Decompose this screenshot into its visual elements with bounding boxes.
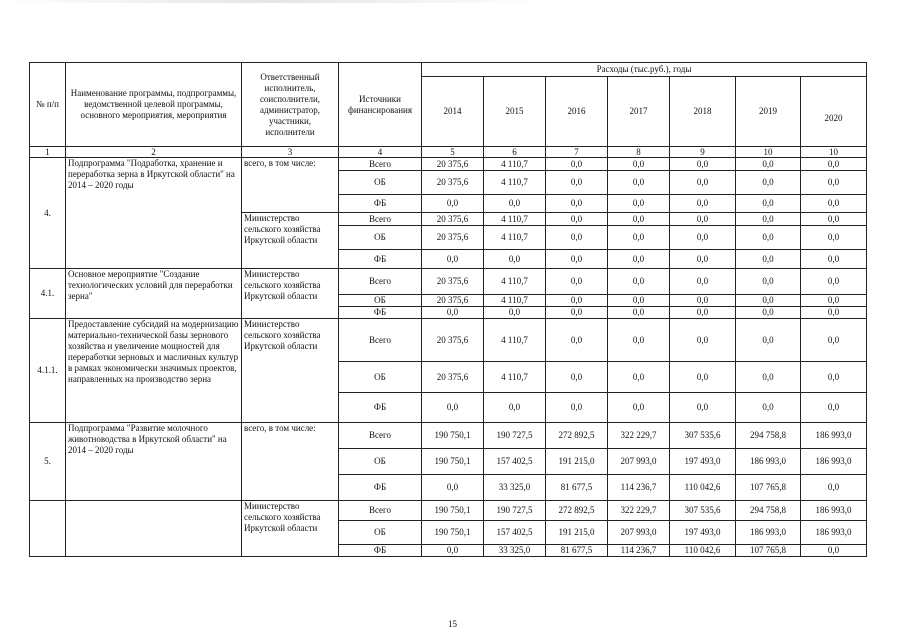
value-cell: 0,0: [608, 250, 670, 269]
value-cell: 186 993,0: [801, 423, 867, 449]
value-cell: 20 375,6: [422, 295, 484, 307]
column-number: 10: [736, 147, 801, 158]
value-cell: 0,0: [801, 295, 867, 307]
column-number: 2: [66, 147, 242, 158]
value-cell: 0,0: [608, 226, 670, 250]
column-number: 4: [339, 147, 422, 158]
value-cell: 0,0: [670, 195, 736, 213]
header-year: 2016: [546, 77, 608, 147]
value-cell: 0,0: [801, 362, 867, 393]
value-cell: 0,0: [670, 307, 736, 319]
value-cell: 0,0: [608, 319, 670, 362]
row-responsible: Министерство сельского хозяйства Иркутской области: [242, 269, 339, 319]
value-cell: 186 993,0: [801, 521, 867, 545]
value-cell: 190 750,1: [422, 501, 484, 521]
value-cell: 0,0: [422, 393, 484, 423]
source-cell: ОБ: [339, 295, 422, 307]
value-cell: 294 758,8: [736, 501, 801, 521]
value-cell: 20 375,6: [422, 226, 484, 250]
table-row: [30, 269, 867, 295]
value-cell: 0,0: [801, 195, 867, 213]
source-cell: Всего: [339, 423, 422, 449]
value-cell: 4 110,7: [484, 362, 546, 393]
value-cell: 0,0: [736, 393, 801, 423]
value-cell: 0,0: [801, 171, 867, 195]
value-cell: 0,0: [670, 158, 736, 171]
value-cell: 81 677,5: [546, 475, 608, 501]
scan-artifact: [0, 0, 905, 3]
source-cell: ФБ: [339, 545, 422, 557]
value-cell: 114 236,7: [608, 545, 670, 557]
value-cell: 0,0: [608, 295, 670, 307]
header-year: 2019: [736, 77, 801, 147]
value-cell: 186 993,0: [801, 449, 867, 475]
header-year: 2014: [422, 77, 484, 147]
value-cell: 0,0: [801, 213, 867, 226]
row-number-empty: [30, 501, 66, 557]
value-cell: 0,0: [608, 393, 670, 423]
value-cell: 272 892,5: [546, 501, 608, 521]
value-cell: 0,0: [546, 319, 608, 362]
source-cell: Всего: [339, 213, 422, 226]
header-source: Источники финансирования: [339, 63, 422, 147]
value-cell: 272 892,5: [546, 423, 608, 449]
value-cell: 0,0: [736, 250, 801, 269]
header-responsible: Ответственный исполнитель, соисполнители, администратор, участники, исполнители: [242, 63, 339, 147]
value-cell: 0,0: [546, 295, 608, 307]
header-costs: Расходы (тыс.руб.), годы: [422, 63, 867, 77]
header-year: 2020: [801, 77, 867, 147]
value-cell: 4 110,7: [484, 171, 546, 195]
row-responsible: всего, в том числе:: [242, 158, 339, 213]
value-cell: 0,0: [670, 295, 736, 307]
value-cell: 322 229,7: [608, 501, 670, 521]
header-num: № п/п: [30, 63, 66, 147]
row-responsible: Министерство сельского хозяйства Иркутской области: [242, 319, 339, 423]
value-cell: 20 375,6: [422, 158, 484, 171]
value-cell: 197 493,0: [670, 449, 736, 475]
value-cell: 4 110,7: [484, 295, 546, 307]
value-cell: 0,0: [670, 269, 736, 295]
column-number-row: [30, 147, 867, 158]
value-cell: 190 727,5: [484, 501, 546, 521]
column-number: 7: [546, 147, 608, 158]
value-cell: 0,0: [546, 226, 608, 250]
value-cell: 0,0: [736, 362, 801, 393]
column-number: 8: [608, 147, 670, 158]
value-cell: 0,0: [801, 475, 867, 501]
column-number: 9: [670, 147, 736, 158]
value-cell: 0,0: [484, 195, 546, 213]
value-cell: 0,0: [484, 307, 546, 319]
value-cell: 0,0: [484, 393, 546, 423]
page-number: 15: [448, 619, 457, 629]
value-cell: 190 750,1: [422, 423, 484, 449]
row-responsible: всего, в том числе:: [242, 423, 339, 501]
value-cell: 0,0: [608, 158, 670, 171]
source-cell: ОБ: [339, 521, 422, 545]
value-cell: 0,0: [484, 250, 546, 269]
source-cell: ОБ: [339, 226, 422, 250]
value-cell: 0,0: [736, 269, 801, 295]
value-cell: 0,0: [608, 362, 670, 393]
value-cell: 0,0: [422, 195, 484, 213]
header-year: 2017: [608, 77, 670, 147]
value-cell: 0,0: [801, 226, 867, 250]
value-cell: 0,0: [801, 545, 867, 557]
value-cell: 307 535,6: [670, 501, 736, 521]
value-cell: 0,0: [670, 171, 736, 195]
header-year: 2015: [484, 77, 546, 147]
column-number: 3: [242, 147, 339, 158]
source-cell: ФБ: [339, 475, 422, 501]
row-name: Предоставление субсидий на модернизацию материально-технической базы зернового хозяйства и увеличение мощностей для переработки зерновых и масличных культур в рамках экономически значимых проектов, направленных на производство зерна: [66, 319, 242, 423]
value-cell: 186 993,0: [736, 521, 801, 545]
value-cell: 4 110,7: [484, 269, 546, 295]
source-cell: Всего: [339, 501, 422, 521]
header-name: Наименование программы, подпрограммы, ведомственной целевой программы, основного мероприятия, мероприятия: [66, 63, 242, 147]
value-cell: 0,0: [736, 213, 801, 226]
table-row: [30, 158, 867, 171]
value-cell: 190 750,1: [422, 521, 484, 545]
value-cell: 33 325,0: [484, 475, 546, 501]
value-cell: 33 325,0: [484, 545, 546, 557]
row-responsible: Министерство сельского хозяйства Иркутской области: [242, 501, 339, 557]
value-cell: 190 750,1: [422, 449, 484, 475]
value-cell: 4 110,7: [484, 226, 546, 250]
row-name-empty: [66, 501, 242, 557]
value-cell: 207 993,0: [608, 521, 670, 545]
row-name: Подпрограмма "Развитие молочного животноводства в Иркутской области" на 2014 – 2020 годы: [66, 423, 242, 501]
value-cell: 0,0: [801, 393, 867, 423]
value-cell: 20 375,6: [422, 319, 484, 362]
value-cell: 0,0: [736, 295, 801, 307]
value-cell: 0,0: [670, 393, 736, 423]
source-cell: Всего: [339, 158, 422, 171]
value-cell: 0,0: [608, 213, 670, 226]
source-cell: ОБ: [339, 449, 422, 475]
source-cell: ОБ: [339, 362, 422, 393]
value-cell: 0,0: [670, 362, 736, 393]
value-cell: 307 535,6: [670, 423, 736, 449]
value-cell: 186 993,0: [801, 501, 867, 521]
column-number: 10: [801, 147, 867, 158]
row-name: Основное мероприятие "Создание технологических условий для переработки зерна": [66, 269, 242, 319]
value-cell: 0,0: [546, 158, 608, 171]
value-cell: 114 236,7: [608, 475, 670, 501]
value-cell: 0,0: [736, 158, 801, 171]
value-cell: 0,0: [608, 269, 670, 295]
value-cell: 294 758,8: [736, 423, 801, 449]
source-cell: Всего: [339, 269, 422, 295]
value-cell: 0,0: [736, 307, 801, 319]
value-cell: 0,0: [546, 171, 608, 195]
value-cell: 0,0: [546, 362, 608, 393]
source-cell: ОБ: [339, 171, 422, 195]
source-cell: ФБ: [339, 307, 422, 319]
value-cell: 107 765,8: [736, 475, 801, 501]
value-cell: 0,0: [422, 545, 484, 557]
value-cell: 0,0: [801, 269, 867, 295]
value-cell: 322 229,7: [608, 423, 670, 449]
value-cell: 0,0: [546, 250, 608, 269]
source-cell: ФБ: [339, 195, 422, 213]
value-cell: 0,0: [670, 226, 736, 250]
value-cell: 4 110,7: [484, 158, 546, 171]
value-cell: 0,0: [546, 195, 608, 213]
source-cell: ФБ: [339, 250, 422, 269]
source-cell: ФБ: [339, 393, 422, 423]
table-row: [30, 501, 867, 521]
value-cell: 0,0: [801, 319, 867, 362]
row-number: 4.: [30, 158, 66, 269]
value-cell: 0,0: [736, 171, 801, 195]
value-cell: 0,0: [546, 307, 608, 319]
row-number: 5.: [30, 423, 66, 501]
value-cell: 0,0: [670, 213, 736, 226]
value-cell: 157 402,5: [484, 449, 546, 475]
row-number: 4.1.1.: [30, 319, 66, 423]
value-cell: 0,0: [801, 307, 867, 319]
value-cell: 20 375,6: [422, 171, 484, 195]
value-cell: 191 215,0: [546, 449, 608, 475]
value-cell: 0,0: [736, 319, 801, 362]
source-cell: Всего: [339, 319, 422, 362]
value-cell: 20 375,6: [422, 362, 484, 393]
value-cell: 0,0: [736, 195, 801, 213]
value-cell: 20 375,6: [422, 269, 484, 295]
value-cell: 0,0: [422, 250, 484, 269]
value-cell: 0,0: [670, 319, 736, 362]
value-cell: 110 042,6: [670, 475, 736, 501]
value-cell: 207 993,0: [608, 449, 670, 475]
value-cell: 190 727,5: [484, 423, 546, 449]
value-cell: 0,0: [422, 307, 484, 319]
value-cell: 0,0: [608, 171, 670, 195]
row-name: Подпрограмма "Подработка, хранение и переработка зерна в Иркутской области" на 2014 – 2020 годы: [66, 158, 242, 269]
value-cell: 107 765,8: [736, 545, 801, 557]
value-cell: 0,0: [546, 269, 608, 295]
value-cell: 20 375,6: [422, 213, 484, 226]
row-number: 4.1.: [30, 269, 66, 319]
value-cell: 110 042,6: [670, 545, 736, 557]
budget-table: [29, 62, 867, 557]
table-row: [30, 423, 867, 449]
column-number: 6: [484, 147, 546, 158]
header-year: 2018: [670, 77, 736, 147]
value-cell: 0,0: [670, 250, 736, 269]
row-responsible: Министерство сельского хозяйства Иркутской области: [242, 213, 339, 269]
value-cell: 197 493,0: [670, 521, 736, 545]
value-cell: 186 993,0: [736, 449, 801, 475]
value-cell: 0,0: [736, 226, 801, 250]
value-cell: 0,0: [801, 250, 867, 269]
value-cell: 191 215,0: [546, 521, 608, 545]
table-row: [30, 319, 867, 362]
value-cell: 81 677,5: [546, 545, 608, 557]
value-cell: 4 110,7: [484, 213, 546, 226]
column-number: 1: [30, 147, 66, 158]
value-cell: 0,0: [546, 213, 608, 226]
value-cell: 0,0: [801, 158, 867, 171]
value-cell: 0,0: [608, 307, 670, 319]
value-cell: 4 110,7: [484, 319, 546, 362]
value-cell: 0,0: [546, 393, 608, 423]
value-cell: 157 402,5: [484, 521, 546, 545]
value-cell: 0,0: [422, 475, 484, 501]
value-cell: 0,0: [608, 195, 670, 213]
column-number: 5: [422, 147, 484, 158]
